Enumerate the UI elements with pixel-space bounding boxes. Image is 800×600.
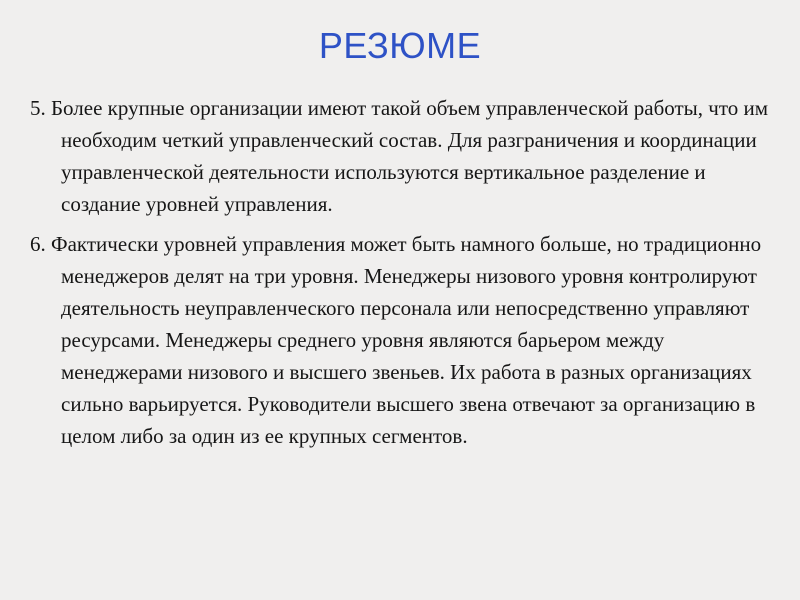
slide-body bbox=[30, 92, 780, 460]
paragraph-5: 5. Более крупные организации имеют такой объем управленческой работы, что им необходим четкий управленческий состав. Для разграничения и координации управленческой деятельности используются вертикальное разделение и создание уровней управления. bbox=[30, 96, 769, 216]
slide-title: РЕЗЮМЕ bbox=[318, 25, 482, 66]
paragraph-6: 6. Фактически уровней управления может быть намного больше, но традиционно менеджеров делят на три уровня. Менеджеры низового уровня контролируют деятельность неуправленческого персонала или непосредственно управляют ресурсами. Менеджеры среднего уровня являются барьером между менеджерами низового и высшего звеньев. Их работа в разных организациях сильно варьируется. Руководители высшего звена отвечают за организацию в целом либо за один из ее крупных сегментов. bbox=[30, 232, 762, 448]
